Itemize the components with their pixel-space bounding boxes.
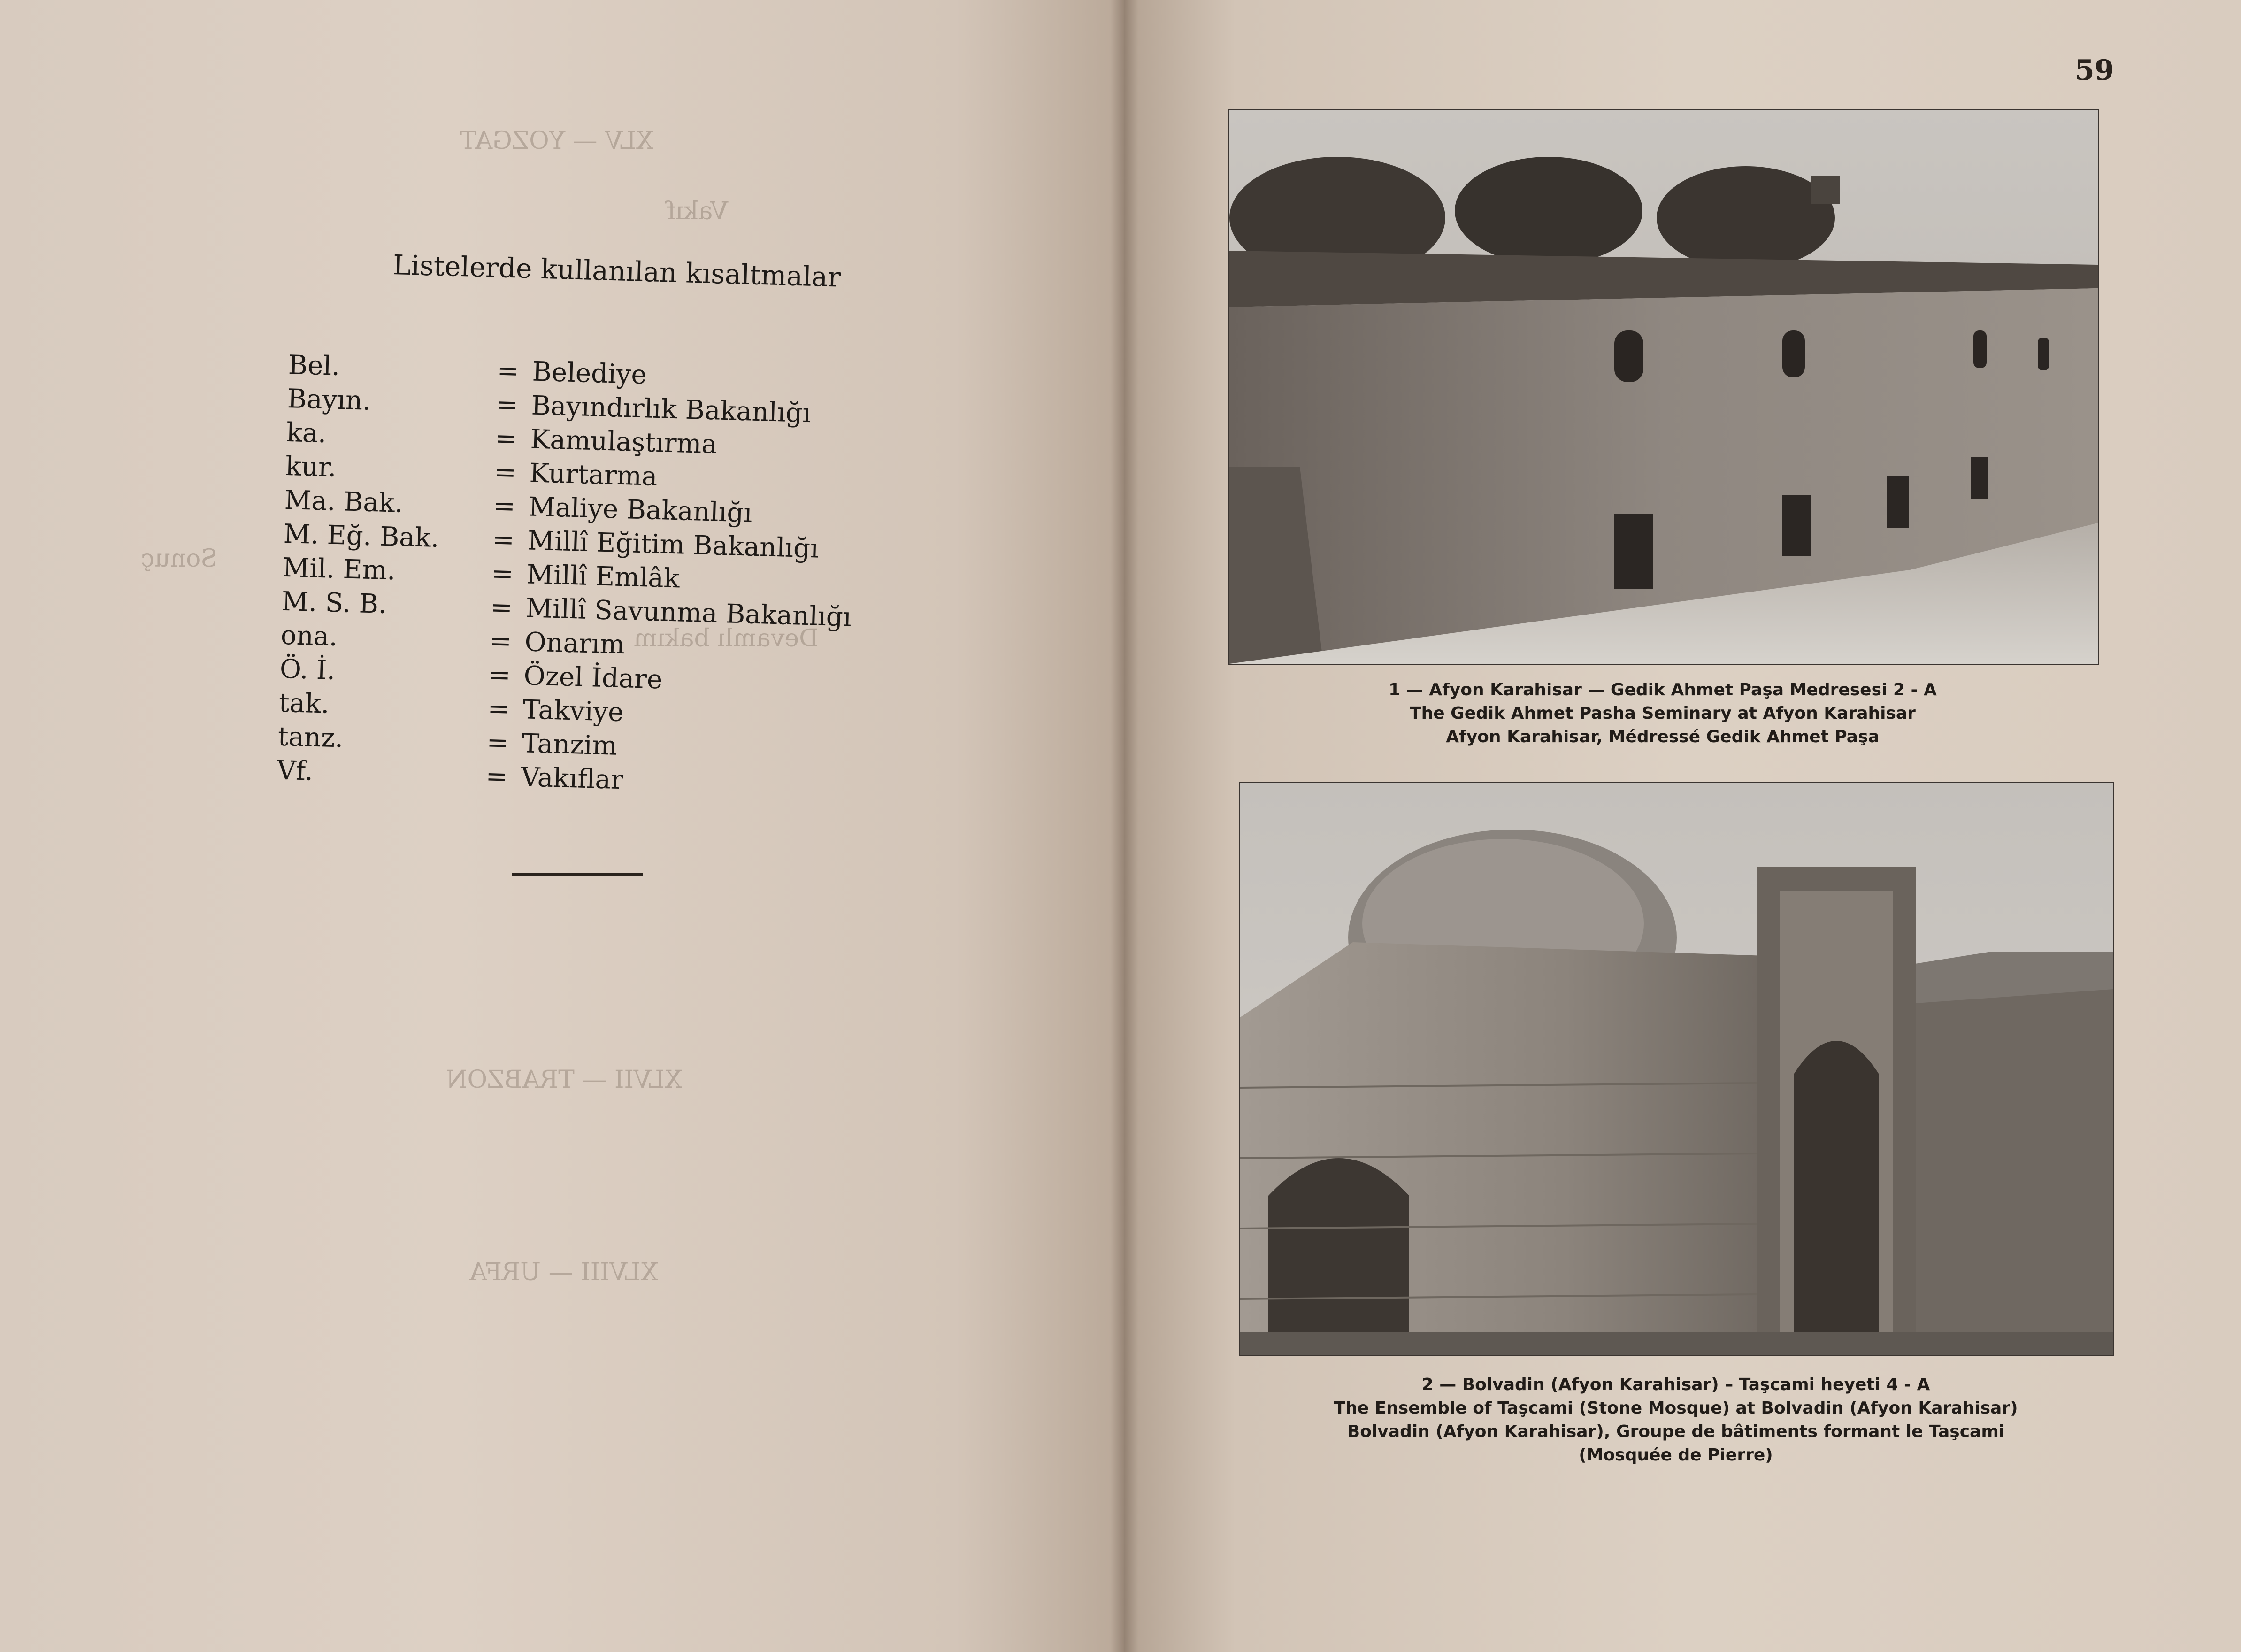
abbreviation-meaning: Takviye bbox=[522, 694, 624, 728]
abbreviation: Ö. İ. bbox=[279, 653, 336, 686]
caption-line-turkish: 2 — Bolvadin (Afyon Karahisar) – Taşcami heyeti 4 - A bbox=[1421, 1375, 1930, 1394]
abbreviation-meaning: Kurtarma bbox=[529, 458, 658, 492]
abbreviation-meaning: Maliye Bakanlığı bbox=[528, 492, 753, 529]
equals-sign: = bbox=[491, 558, 514, 590]
equals-sign: = bbox=[490, 592, 513, 623]
equals-sign: = bbox=[488, 660, 511, 691]
abbreviation-meaning: Millî Savunma Bakanlığı bbox=[525, 593, 852, 633]
figure-1-caption bbox=[1228, 678, 2097, 749]
medrese-photo bbox=[1228, 109, 2099, 665]
show-through-text: Sonuç bbox=[141, 545, 218, 573]
medrese-illustration bbox=[1229, 110, 2098, 664]
abbreviation-meaning: Bayındırlık Bakanlığı bbox=[530, 390, 812, 429]
equals-sign: = bbox=[485, 761, 508, 792]
show-through-text: Vakıf bbox=[667, 197, 729, 225]
equals-sign: = bbox=[497, 355, 520, 387]
abbreviation: M. Eğ. Bak. bbox=[283, 518, 440, 554]
abbreviation-meaning: Kamulaştırma bbox=[530, 424, 718, 460]
equals-sign: = bbox=[491, 524, 515, 556]
equals-sign: = bbox=[489, 626, 512, 657]
equals-sign: = bbox=[493, 457, 517, 488]
abbreviation-meaning: Belediye bbox=[531, 356, 647, 391]
abbreviations-title: Listelerde kullanılan kısaltmalar bbox=[392, 249, 841, 293]
section-rule bbox=[512, 873, 643, 876]
caption-line-turkish: 1 — Afyon Karahisar — Gedik Ahmet Paşa Medresesi 2 - A bbox=[1389, 680, 1937, 699]
abbreviation-meaning: Millî Eğitim Bakanlığı bbox=[527, 525, 819, 564]
caption-line-french: Afyon Karahisar, Médressé Gedik Ahmet Paşa bbox=[1446, 727, 1880, 746]
equals-sign: = bbox=[494, 423, 518, 454]
abbreviation-meaning: Onarım bbox=[524, 627, 625, 661]
abbreviation: Mil. Em. bbox=[282, 552, 396, 586]
caption-line-french-cont: (Mosquée de Pierre) bbox=[1579, 1445, 1773, 1465]
show-through-text: XLV — YOZGAT bbox=[460, 127, 654, 155]
abbreviation: Bel. bbox=[288, 350, 340, 382]
abbreviation: Bayın. bbox=[287, 383, 371, 416]
abbreviation: M. S. B. bbox=[281, 586, 387, 620]
tascami-photo bbox=[1239, 782, 2114, 1356]
abbreviation: tak. bbox=[278, 687, 330, 720]
abbreviation-meaning: Millî Emlâk bbox=[526, 559, 680, 594]
abbreviation: tanz. bbox=[277, 721, 344, 754]
abbreviation-meaning: Tanzim bbox=[521, 728, 618, 761]
show-through-text: XLVIII — URFA bbox=[469, 1258, 658, 1286]
abbreviation: kur. bbox=[285, 451, 337, 483]
equals-sign: = bbox=[492, 491, 516, 522]
abbreviation: Ma. Bak. bbox=[284, 484, 404, 519]
equals-sign: = bbox=[496, 389, 519, 421]
abbreviation: ka. bbox=[286, 417, 327, 449]
figure-2-caption bbox=[1239, 1373, 2112, 1467]
equals-sign: = bbox=[487, 693, 510, 725]
caption-line-english: The Ensemble of Taşcami (Stone Mosque) at Bolvadin (Afyon Karahisar) bbox=[1334, 1398, 2018, 1418]
caption-line-french: Bolvadin (Afyon Karahisar), Groupe de bâtiments formant le Taşcami bbox=[1347, 1422, 2005, 1441]
equals-sign: = bbox=[486, 727, 509, 759]
show-through-text: Devamlı bakım bbox=[634, 624, 819, 653]
abbreviation-meaning: Vakıflar bbox=[520, 762, 624, 796]
abbreviations-list bbox=[276, 350, 899, 806]
abbreviation: Vf. bbox=[276, 755, 314, 787]
tascami-illustration bbox=[1240, 783, 2113, 1355]
show-through-text: XLVII — TRABZON bbox=[446, 1066, 682, 1094]
page-number: 59 bbox=[2075, 54, 2114, 87]
caption-line-english: The Gedik Ahmet Pasha Seminary at Afyon Karahisar bbox=[1410, 704, 1916, 723]
book-gutter bbox=[1110, 0, 1138, 1652]
abbreviation-meaning: Özel İdare bbox=[523, 661, 663, 695]
abbreviation: ona. bbox=[280, 620, 338, 653]
